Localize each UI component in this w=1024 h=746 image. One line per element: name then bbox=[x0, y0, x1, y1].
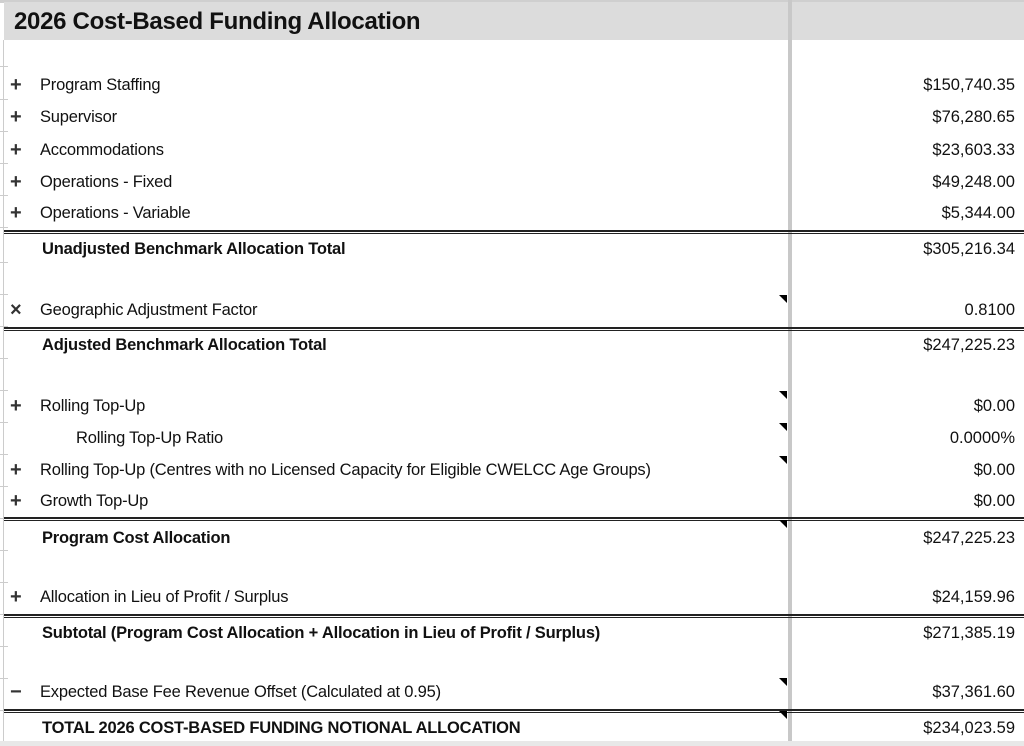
operator-icon: + bbox=[10, 139, 22, 161]
row-gridline bbox=[0, 486, 8, 487]
total-row[interactable] bbox=[0, 334, 1024, 358]
row-label: Rolling Top-Up (Centres with no Licensed Capacity for Eligible CWELCC Age Groups) bbox=[40, 461, 651, 479]
line-item-row[interactable] bbox=[0, 681, 1024, 705]
row-label: Adjusted Benchmark Allocation Total bbox=[42, 336, 327, 354]
row-value[interactable]: $0.00 bbox=[973, 397, 1015, 415]
line-item-row[interactable] bbox=[0, 299, 1024, 323]
row-value[interactable]: $0.00 bbox=[973, 492, 1015, 510]
row-value[interactable]: 0.8100 bbox=[964, 301, 1015, 319]
sheet-title: 2026 Cost-Based Funding Allocation bbox=[14, 8, 421, 35]
row-gridline bbox=[0, 390, 8, 391]
total-row[interactable] bbox=[0, 238, 1024, 262]
line-item-row[interactable] bbox=[0, 490, 1024, 514]
row-gridline bbox=[0, 227, 8, 228]
comment-indicator-icon[interactable] bbox=[779, 678, 787, 686]
comment-indicator-icon[interactable] bbox=[779, 711, 787, 719]
row-label: Operations - Variable bbox=[40, 204, 191, 222]
comment-indicator-icon[interactable] bbox=[779, 456, 787, 464]
row-gridline bbox=[0, 582, 8, 583]
row-label: Program Cost Allocation bbox=[42, 529, 231, 547]
line-item-row[interactable] bbox=[0, 74, 1024, 98]
double-border-line bbox=[4, 709, 1024, 713]
row-value[interactable]: $23,603.33 bbox=[932, 141, 1015, 159]
row-gridline bbox=[0, 678, 8, 679]
comment-indicator-icon[interactable] bbox=[779, 423, 787, 431]
row-value[interactable]: $49,248.00 bbox=[932, 173, 1015, 191]
row-label: Expected Base Fee Revenue Offset (Calculated at 0.95) bbox=[40, 683, 441, 701]
row-gridline bbox=[0, 294, 8, 295]
row-label: Supervisor bbox=[40, 108, 117, 126]
row-value[interactable]: $305,216.34 bbox=[923, 240, 1015, 258]
line-item-row[interactable] bbox=[0, 106, 1024, 130]
row-gridline bbox=[0, 358, 8, 359]
double-border-line bbox=[4, 517, 1024, 521]
row-gridline bbox=[0, 163, 8, 164]
double-border-line bbox=[4, 327, 1024, 331]
horizontal-scrollbar[interactable] bbox=[0, 741, 1024, 746]
title-cell[interactable] bbox=[4, 2, 1024, 40]
row-value[interactable]: $0.00 bbox=[973, 461, 1015, 479]
line-item-row[interactable] bbox=[0, 202, 1024, 226]
operator-icon: + bbox=[10, 171, 22, 193]
operator-icon: + bbox=[10, 395, 22, 417]
line-item-row[interactable] bbox=[0, 139, 1024, 163]
operator-icon: × bbox=[10, 299, 22, 321]
operator-icon: − bbox=[10, 681, 22, 703]
row-label: Program Staffing bbox=[40, 76, 161, 94]
double-border-line bbox=[4, 614, 1024, 618]
row-value[interactable]: $37,361.60 bbox=[932, 683, 1015, 701]
line-item-row[interactable] bbox=[0, 395, 1024, 419]
row-value[interactable]: $24,159.96 bbox=[932, 588, 1015, 606]
row-gridline bbox=[0, 646, 8, 647]
total-row[interactable] bbox=[0, 527, 1024, 551]
row-label: Growth Top-Up bbox=[40, 492, 149, 510]
row-gridline bbox=[0, 131, 8, 132]
row-value[interactable]: $76,280.65 bbox=[932, 108, 1015, 126]
row-label: Operations - Fixed bbox=[40, 173, 173, 191]
row-label: Rolling Top-Up Ratio bbox=[76, 429, 224, 447]
row-label: Geographic Adjustment Factor bbox=[40, 301, 258, 319]
row-label: Unadjusted Benchmark Allocation Total bbox=[42, 240, 346, 258]
row-gridline bbox=[0, 99, 8, 100]
line-item-row[interactable] bbox=[0, 427, 1024, 451]
operator-icon: + bbox=[10, 106, 22, 128]
row-label: TOTAL 2026 COST-BASED FUNDING NOTIONAL ALLOCATION bbox=[42, 719, 521, 737]
operator-icon: + bbox=[10, 202, 22, 224]
row-value[interactable]: $247,225.23 bbox=[923, 336, 1015, 354]
row-gridline bbox=[0, 454, 8, 455]
operator-icon: + bbox=[10, 74, 22, 96]
row-gridline bbox=[0, 195, 8, 196]
row-value[interactable]: $234,023.59 bbox=[923, 719, 1015, 737]
line-item-row[interactable] bbox=[0, 459, 1024, 483]
row-value[interactable]: $5,344.00 bbox=[941, 204, 1015, 222]
row-label: Accommodations bbox=[40, 141, 164, 159]
total-row[interactable] bbox=[0, 717, 1024, 741]
row-value[interactable]: 0.0000% bbox=[949, 429, 1015, 447]
double-border-line bbox=[4, 230, 1024, 234]
row-value[interactable]: $150,740.35 bbox=[923, 76, 1015, 94]
comment-indicator-icon[interactable] bbox=[779, 520, 787, 528]
row-gridline bbox=[0, 66, 8, 67]
row-value[interactable]: $271,385.19 bbox=[923, 624, 1015, 642]
comment-indicator-icon[interactable] bbox=[779, 295, 787, 303]
row-label: Rolling Top-Up bbox=[40, 397, 146, 415]
operator-icon: + bbox=[10, 459, 22, 481]
operator-icon: + bbox=[10, 586, 22, 608]
row-gridline bbox=[0, 422, 8, 423]
row-gridline bbox=[0, 262, 8, 263]
row-value[interactable]: $247,225.23 bbox=[923, 529, 1015, 547]
row-label: Allocation in Lieu of Profit / Surplus bbox=[40, 588, 289, 606]
comment-indicator-icon[interactable] bbox=[779, 391, 787, 399]
line-item-row[interactable] bbox=[0, 586, 1024, 610]
total-row[interactable] bbox=[0, 622, 1024, 646]
row-label: Subtotal (Program Cost Allocation + Allocation in Lieu of Profit / Surplus) bbox=[42, 624, 601, 642]
operator-icon: + bbox=[10, 490, 22, 512]
line-item-row[interactable] bbox=[0, 171, 1024, 195]
